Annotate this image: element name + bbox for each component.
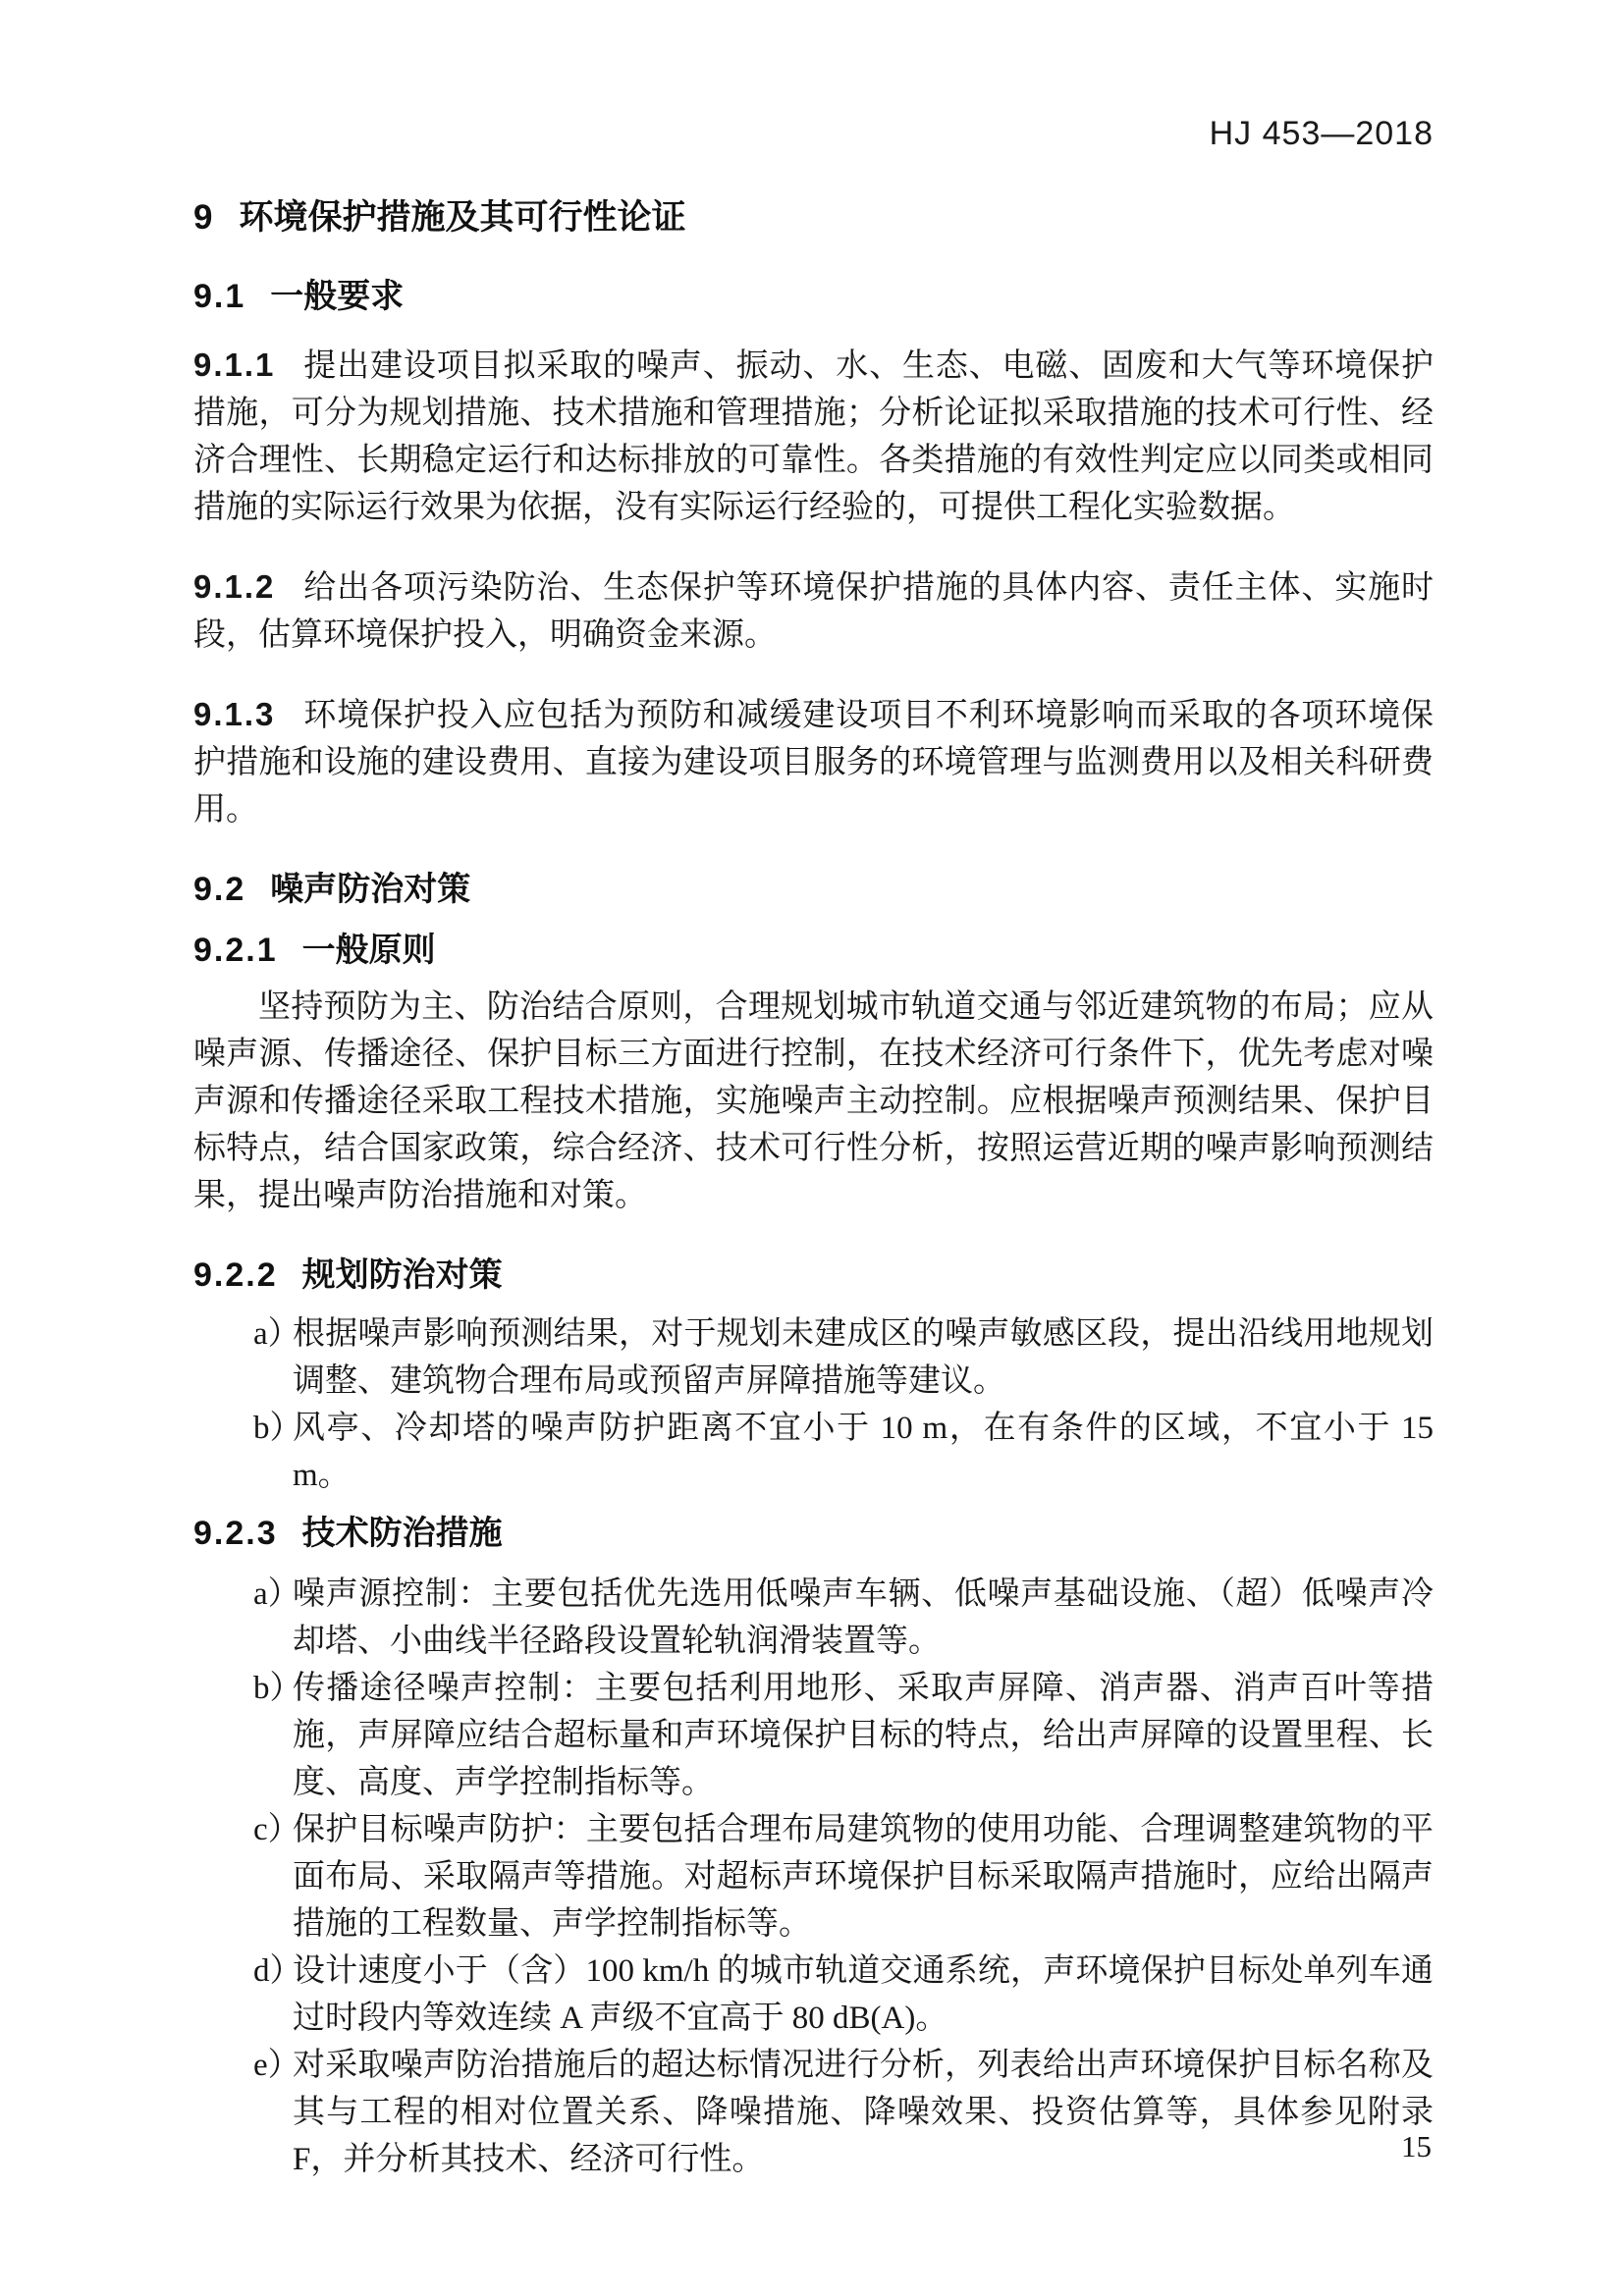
list-item-marker: c） [253,1812,300,1847]
list-item-text: 传播途径噪声控制：主要包括利用地形、采取声屏障、消声器、消声百叶等措施，声屏障应结合超标量和声环境保护目标的特点，给出声屏障的设置里程、长度、高度、声学控制指标等。 [293,1671,1434,1800]
subsection-9-2-3-heading [193,1510,1434,1557]
clause-9-1-2 [193,563,1434,659]
subsection-number: 9.2.3 [193,1515,278,1552]
subsection-9-2-2-heading [193,1252,1434,1299]
list-item-marker: d） [253,1953,302,1989]
subsection-title: 技术防治措施 [301,1515,503,1552]
subsection-title: 噪声防治对策 [270,871,471,908]
clause-9-1-3 [193,691,1434,833]
list-item-marker: a） [253,1316,300,1352]
list-item [193,1310,1434,1405]
list-item [193,1948,1434,2042]
list-item [193,2042,1434,2183]
list-item-text: 设计速度小于（含）100 km/h 的城市轨道交通系统，声环境保护目标处单列车通过时段内等效连续 A 声级不宜高于 80 dB(A)。 [293,1953,1434,2036]
clause-text: 环境保护投入应包括为预防和减缓建设项目不利环境影响而采取的各项环境保护措施和设施的建设费用、直接为建设项目服务的环境管理与监测费用以及相关科研费用。 [193,698,1434,828]
subsection-number: 9.1 [193,278,246,315]
clause-number: 9.1.1 [193,347,276,383]
planning-measures-list [193,1310,1434,1499]
subsection-number: 9.2 [193,871,246,908]
page-number: 15 [1401,2129,1432,2163]
list-item-marker: a） [253,1576,300,1612]
section-9-heading [193,194,1434,241]
standard-number-header: HJ 453—2018 [1209,115,1434,152]
list-item [193,1405,1434,1499]
clause-number: 9.1.3 [193,696,276,732]
list-item-marker: e） [253,2048,300,2083]
list-item-text: 风亭、冷却塔的噪声防护距离不宜小于 10 m，在有条件的区域，不宜小于 15 m。 [293,1411,1434,1493]
subsection-number: 9.2.1 [193,932,278,969]
list-item-marker: b） [253,1671,302,1706]
clause-text: 提出建设项目拟采取的噪声、振动、水、生态、电磁、固废和大气等环境保护措施，可分为规划措施、技术措施和管理措施；分析论证拟采取措施的技术可行性、经济合理性、长期稳定运行和达标排放的可靠性。各类措施的有效性判定应以同类或相同措施的实际运行效果为依据，没有实际运行经验的，可提供工程化实验数据。 [193,348,1434,525]
clause-number: 9.1.2 [193,568,276,605]
section-number: 9 [193,198,215,237]
subsection-title: 规划防治对策 [301,1256,503,1294]
list-item-text: 根据噪声影响预测结果，对于规划未建成区的噪声敏感区段，提出沿线用地规划调整、建筑物合理布局或预留声屏障措施等建议。 [293,1316,1434,1399]
list-item-text: 噪声源控制：主要包括优先选用低噪声车辆、低噪声基础设施、（超）低噪声冷却塔、小曲线半径路段设置轮轨润滑装置等。 [293,1576,1434,1659]
subsection-title: 一般原则 [301,932,436,969]
subsection-number: 9.2.2 [193,1256,278,1294]
subsection-title: 一般要求 [270,278,405,315]
list-item [193,1806,1434,1948]
list-item-text: 保护目标噪声防护：主要包括合理布局建筑物的使用功能、合理调整建筑物的平面布局、采取隔声等措施。对超标声环境保护目标采取隔声措施时，应给出隔声措施的工程数量、声学控制指标等。 [293,1812,1434,1942]
list-item-text: 对采取噪声防治措施后的超达标情况进行分析，列表给出声环境保护目标名称及其与工程的相对位置关系、降噪措施、降噪效果、投资估算等，具体参见附录 F，并分析其技术、经济可行性。 [293,2048,1434,2177]
subsection-9-2-1-heading [193,927,1434,974]
section-title: 环境保护措施及其可行性论证 [239,198,686,237]
paragraph-9-2-1: 坚持预防为主、防治结合原则，合理规划城市轨道交通与邻近建筑物的布局；应从噪声源、传播途径、保护目标三方面进行控制，在技术经济可行条件下，优先考虑对噪声源和传播途径采取工程技术措施，实施噪声主动控制。应根据噪声预测结果、保护目标特点，结合国家政策，综合经济、技术可行性分析，按照运营近期的噪声影响预测结果，提出噪声防治措施和对策。 [193,989,1434,1213]
list-item [193,1665,1434,1806]
clause-text: 给出各项污染防治、生态保护等环境保护措施的具体内容、责任主体、实施时段，估算环境保护投入，明确资金来源。 [193,570,1434,653]
clause-9-1-1 [193,342,1434,531]
subsection-9-1-heading [193,273,1434,320]
page-content [193,0,1434,2183]
list-item [193,1571,1434,1665]
technical-measures-list [193,1571,1434,2183]
subsection-9-2-heading [193,866,1434,913]
list-item-marker: b） [253,1411,302,1446]
